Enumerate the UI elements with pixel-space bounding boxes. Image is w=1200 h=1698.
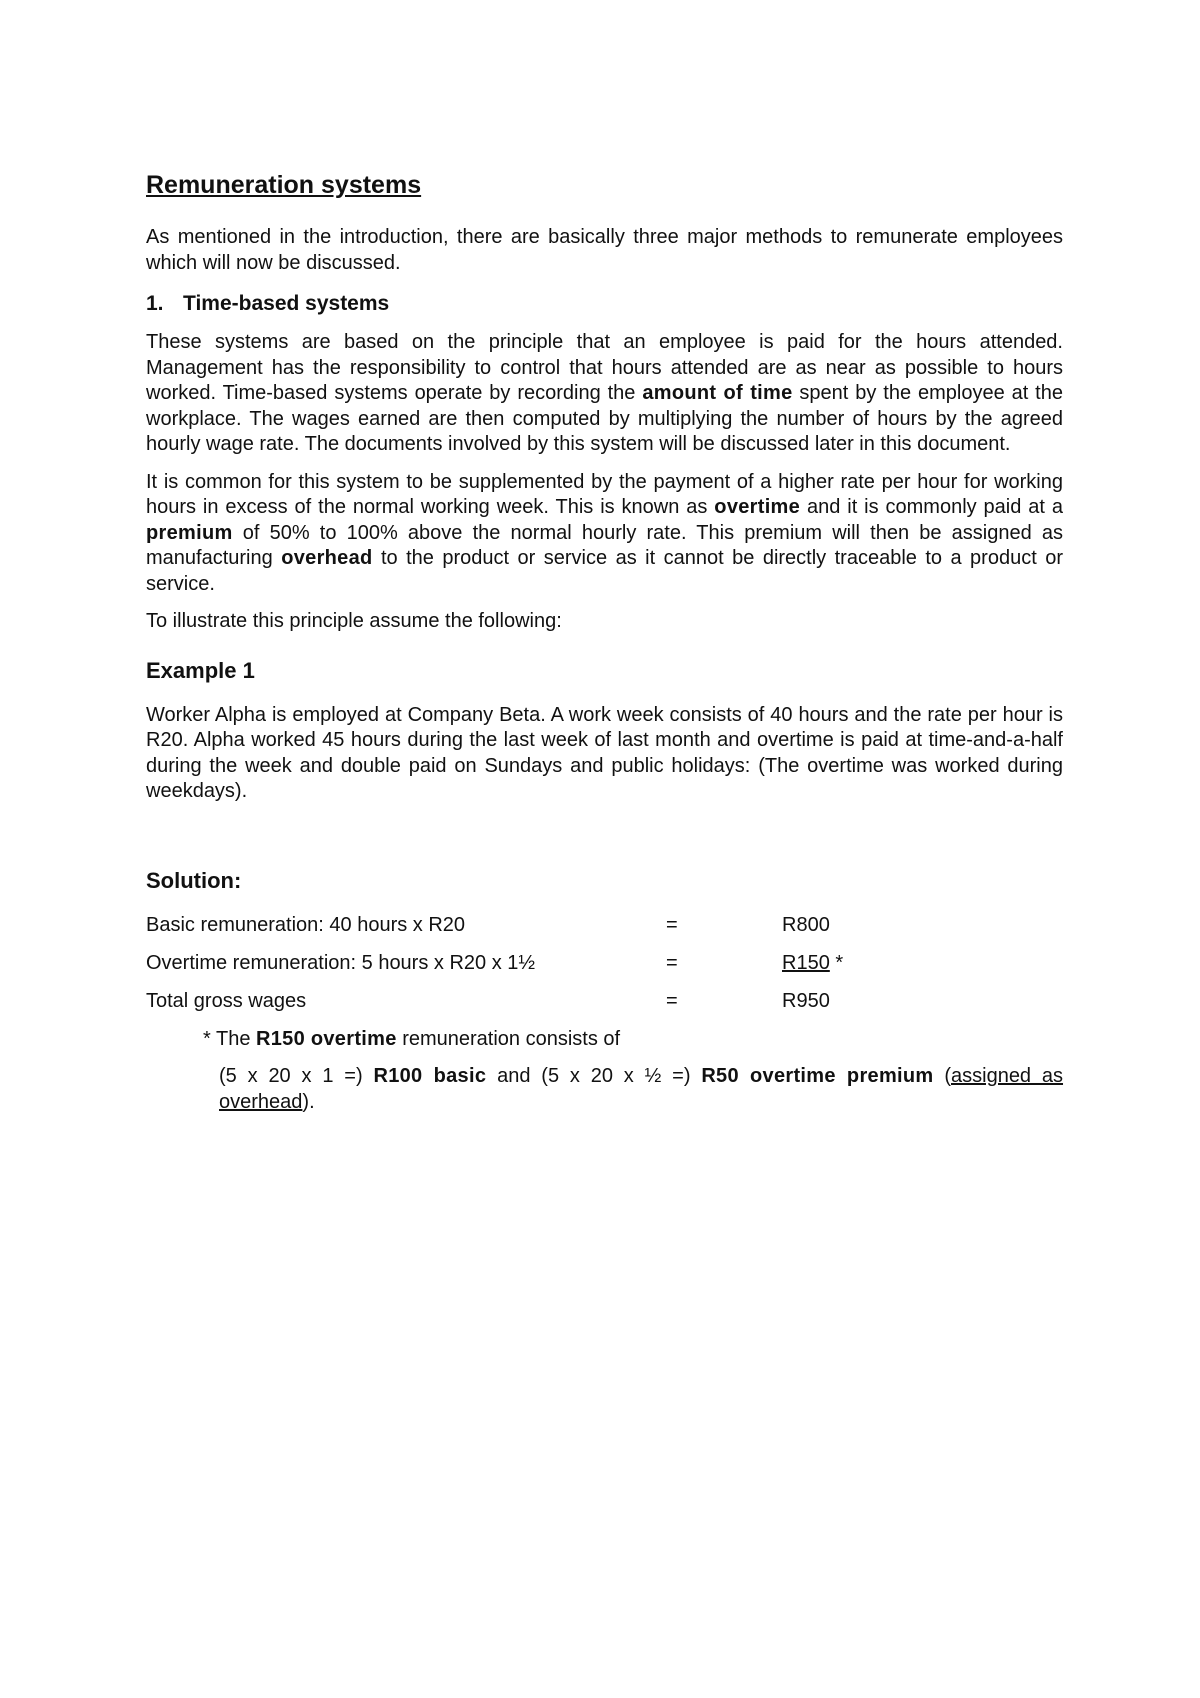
footnote-marker: * — [829, 951, 844, 974]
section-number: 1. — [146, 292, 164, 315]
calc-equals: = — [666, 989, 678, 1012]
text-run: remuneration consists of — [396, 1027, 621, 1050]
calc-label: Total gross wages — [146, 989, 307, 1012]
bold-term-amount-of-time: amount of time — [642, 382, 793, 404]
text-run: to the product or service as it cannot be directly traceable to a product or service. — [146, 547, 1064, 595]
intro-paragraph: As mentioned in the introduction, there are basically three major methods to remunerate employees which will now be discussed. — [146, 226, 1063, 274]
page-title: Remuneration systems — [146, 171, 422, 199]
document-page — [146, 160, 1063, 1115]
text-run: of 50% to 100% above the normal hourly rate. This premium will then be assigned as manufacturing — [146, 521, 1063, 569]
solution-heading: Solution: — [146, 867, 242, 893]
bold-term-r100-basic: R100 basic — [373, 1065, 487, 1087]
footnote-detail — [219, 1064, 1063, 1115]
section-heading — [146, 290, 1063, 318]
example-heading: Example 1 — [146, 657, 255, 683]
text-run: (5 x 20 x 1 =) — [219, 1065, 374, 1087]
calc-equals: = — [666, 913, 678, 936]
calc-row-basic — [146, 913, 1063, 939]
time-based-paragraph-2 — [146, 470, 1063, 598]
calc-label: Overtime remuneration: 5 hours x R20 x 1½ — [146, 951, 536, 974]
bold-term-premium: premium — [146, 521, 233, 544]
bold-term-overhead: overhead — [281, 547, 373, 569]
text-run: spent by the employee at the workplace. The wages earned are then computed by multiplying the number of hours by the agreed hourly wage rate. The documents involved by this system will be discussed later in this document. — [146, 382, 1063, 455]
calc-value — [782, 989, 1063, 1015]
bold-term-overtime: overtime — [714, 496, 801, 518]
text-run: These systems are based on the principle that an employee is paid for the hours attended. Management has the responsibility to control that hours attended are as near as possible to hours worked. Time-based systems operate by recording the — [146, 331, 1063, 404]
text-run: and it is commonly paid at a — [800, 496, 1063, 518]
calc-row-overtime — [146, 951, 1063, 977]
calc-equals: = — [666, 951, 678, 974]
bold-term-r150-overtime: R150 overtime — [256, 1027, 397, 1050]
calc-amount: R150 — [782, 951, 830, 974]
text-run: ). — [302, 1090, 315, 1113]
bold-term-r50-overtime-premium: R50 overtime premium — [701, 1065, 934, 1087]
time-based-paragraph-1 — [146, 330, 1063, 458]
text-run: and (5 x 20 x ½ =) — [486, 1065, 702, 1087]
text-run: ( — [933, 1065, 951, 1087]
calc-row-total — [146, 989, 1063, 1015]
calc-amount: R800 — [782, 913, 830, 936]
section-title: Time-based systems — [183, 292, 390, 315]
text-run: * The — [203, 1027, 256, 1050]
example-paragraph: Worker Alpha is employed at Company Beta. A work week consists of 40 hours and the rate per hour is R20. Alpha worked 45 hours during the last week of last month and overtime is paid at time-and-a-half during the week and double paid on Sundays and public holidays: (The overtime was worked during weekdays). — [146, 703, 1063, 802]
footnote — [203, 1027, 1063, 1053]
text-run: It is common for this system to be supplemented by the payment of a higher rate per hour for working hours in excess of the normal working week. This is known as — [146, 470, 1063, 518]
underlined-note: assigned as overhead — [219, 1065, 1064, 1113]
calc-amount: R950 — [782, 989, 830, 1012]
calc-value — [782, 951, 1063, 977]
calc-label: Basic remuneration: 40 hours x R20 — [146, 913, 466, 936]
illustrate-paragraph: To illustrate this principle assume the following: — [146, 610, 562, 632]
calc-value — [782, 913, 1063, 939]
